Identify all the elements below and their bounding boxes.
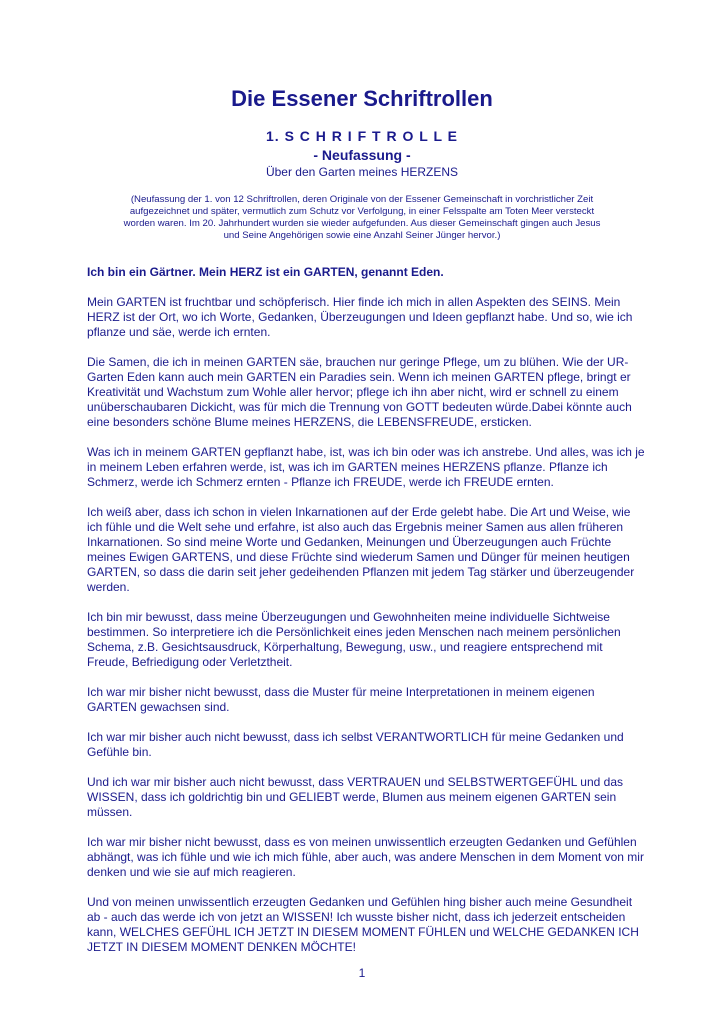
paragraph: Ich weiß aber, dass ich schon in vielen Inkarnationen auf der Erde gelebt habe. Die Art und Weise, wie ich fühle und die Welt sehe und erfahre, ist also auch das Ergebnis meiner Samen aus allen früheren Inkarnationen. So sind meine Worte und Gedanken, Meinungen und Überzeugungen auch Früchte meines Ewigen GARTENS, und diese Früchte sind wiederum Samen und Dünger für meinen heutigen GARTEN, so dass die darin seit jeher gedeihenden Pflanzen mit jedem Tag stärker und überzeugender werden. bbox=[87, 505, 635, 594]
paragraph: Die Samen, die ich in meinen GARTEN säe, brauchen nur geringe Pflege, um zu blühen. Wie der UR-Garten Eden kann auch mein GARTEN ein Paradies sein. Wenn ich meinen GARTEN pflege, bringt er Kreativität und Wachstum zum Wohle aller hervor; pflege ich ihn aber nicht, wird er schnell zu einem unüberschaubaren Dickicht, was für mich die Trennung von GOTT bedeuten würde.Dabei könnte auch eine besonders schöne Blume meines HERZENS, die LEBENSFREUDE, ersticken. bbox=[87, 355, 632, 429]
paragraph: Und ich war mir bisher auch nicht bewusst, dass VERTRAUEN und SELBSTWERTGEFÜHL und das WISSEN, dass ich goldrichtig bin und GELIEBT werde, Blumen aus meinem eigenen GARTEN sein müssen. bbox=[87, 775, 623, 819]
lead-paragraph: Ich bin ein Gärtner. Mein HERZ ist ein GARTEN, genannt Eden. bbox=[87, 265, 444, 279]
paragraph: Ich war mir bisher nicht bewusst, dass die Muster für meine Interpretationen in meinem eigenen GARTEN gewachsen sind. bbox=[87, 685, 595, 714]
paragraph: Ich bin mir bewusst, dass meine Überzeugungen und Gewohnheiten meine individuelle Sichtweise bestimmen. So interpretiere ich die Persönlichkeit eines jeden Menschen nach meinem persönlichen Schema, z.B. Gesichtsausdruck, Körperhaltung, Bewegung, usw., und reagiere entsprechend mit Freude, Befriedigung oder Verletztheit. bbox=[87, 610, 621, 669]
paragraph: Ich war mir bisher nicht bewusst, dass es von meinen unwissentlich erzeugten Gedanken und Gefühlen abhängt, was ich fühle und wie ich mich fühle, aber auch, was andere Menschen in dem Moment von mir denken und wie sie auf mich reagieren. bbox=[87, 835, 644, 879]
page-number: 1 bbox=[358, 966, 366, 980]
paragraph: Ich war mir bisher auch nicht bewusst, dass ich selbst VERANTWORTLICH für meine Gedanken und Gefühle bin. bbox=[87, 730, 624, 759]
paragraph: Was ich in meinem GARTEN gepflanzt habe, ist, was ich bin oder was ich anstrebe. Und alles, was ich je in meinem Leben erfahren werde, ist, was ich im GARTEN meines HERZENS pflanze. Pflanze ich Schmerz, werde ich Schmerz ernten - Pflanze ich FREUDE, werde ich FREUDE ernten. bbox=[87, 445, 645, 489]
intro-note: (Neufassung der 1. von 12 Schriftrollen, deren Originale von der Essener Gemeinschaft in vorchristlicher Zeit aufgezeichnet und später, vermutlich zum Schutz vor Verfolgung, in einer Felsspalte am Toten Meer versteckt worden waren. Im 20. Jahrhundert wurden sie wieder aufgefunden. Aus dieser Gemeinschaft gingen auch Jesus und Seine Angehörigen sowie eine Anzahl Seiner Jünger hervor.) bbox=[123, 194, 601, 241]
body-text bbox=[87, 265, 647, 970]
scroll-heading: 1. S C H R I F T R O L L E bbox=[266, 128, 458, 144]
paragraph: Und von meinen unwissentlich erzeugten Gedanken und Gefühlen hing bisher auch meine Gesundheit ab - auch das werde ich von jetzt an WISSEN! Ich wusste bisher nicht, dass ich jederzeit entscheiden kann, WELCHES GEFÜHL ICH JETZT IN DIESEM MOMENT FÜHLEN und WELCHE GEDANKEN ICH JETZT IN DIESEM MOMENT DENKEN MÖCHTE! bbox=[87, 895, 639, 954]
subtitle: - Neufassung - bbox=[313, 147, 411, 163]
subheading-text: Über den Garten meines HERZENS bbox=[265, 165, 459, 179]
paragraph: Mein GARTEN ist fruchtbar und schöpferisch. Hier finde ich mich in allen Aspekten des SEINS. Mein HERZ ist der Ort, wo ich Worte, Gedanken, Überzeugungen und Ideen gepflanzt habe. Und so, wie ich pflanze und säe, werde ich ernten. bbox=[87, 295, 633, 339]
page-title: Die Essener Schriftrollen bbox=[231, 86, 493, 111]
